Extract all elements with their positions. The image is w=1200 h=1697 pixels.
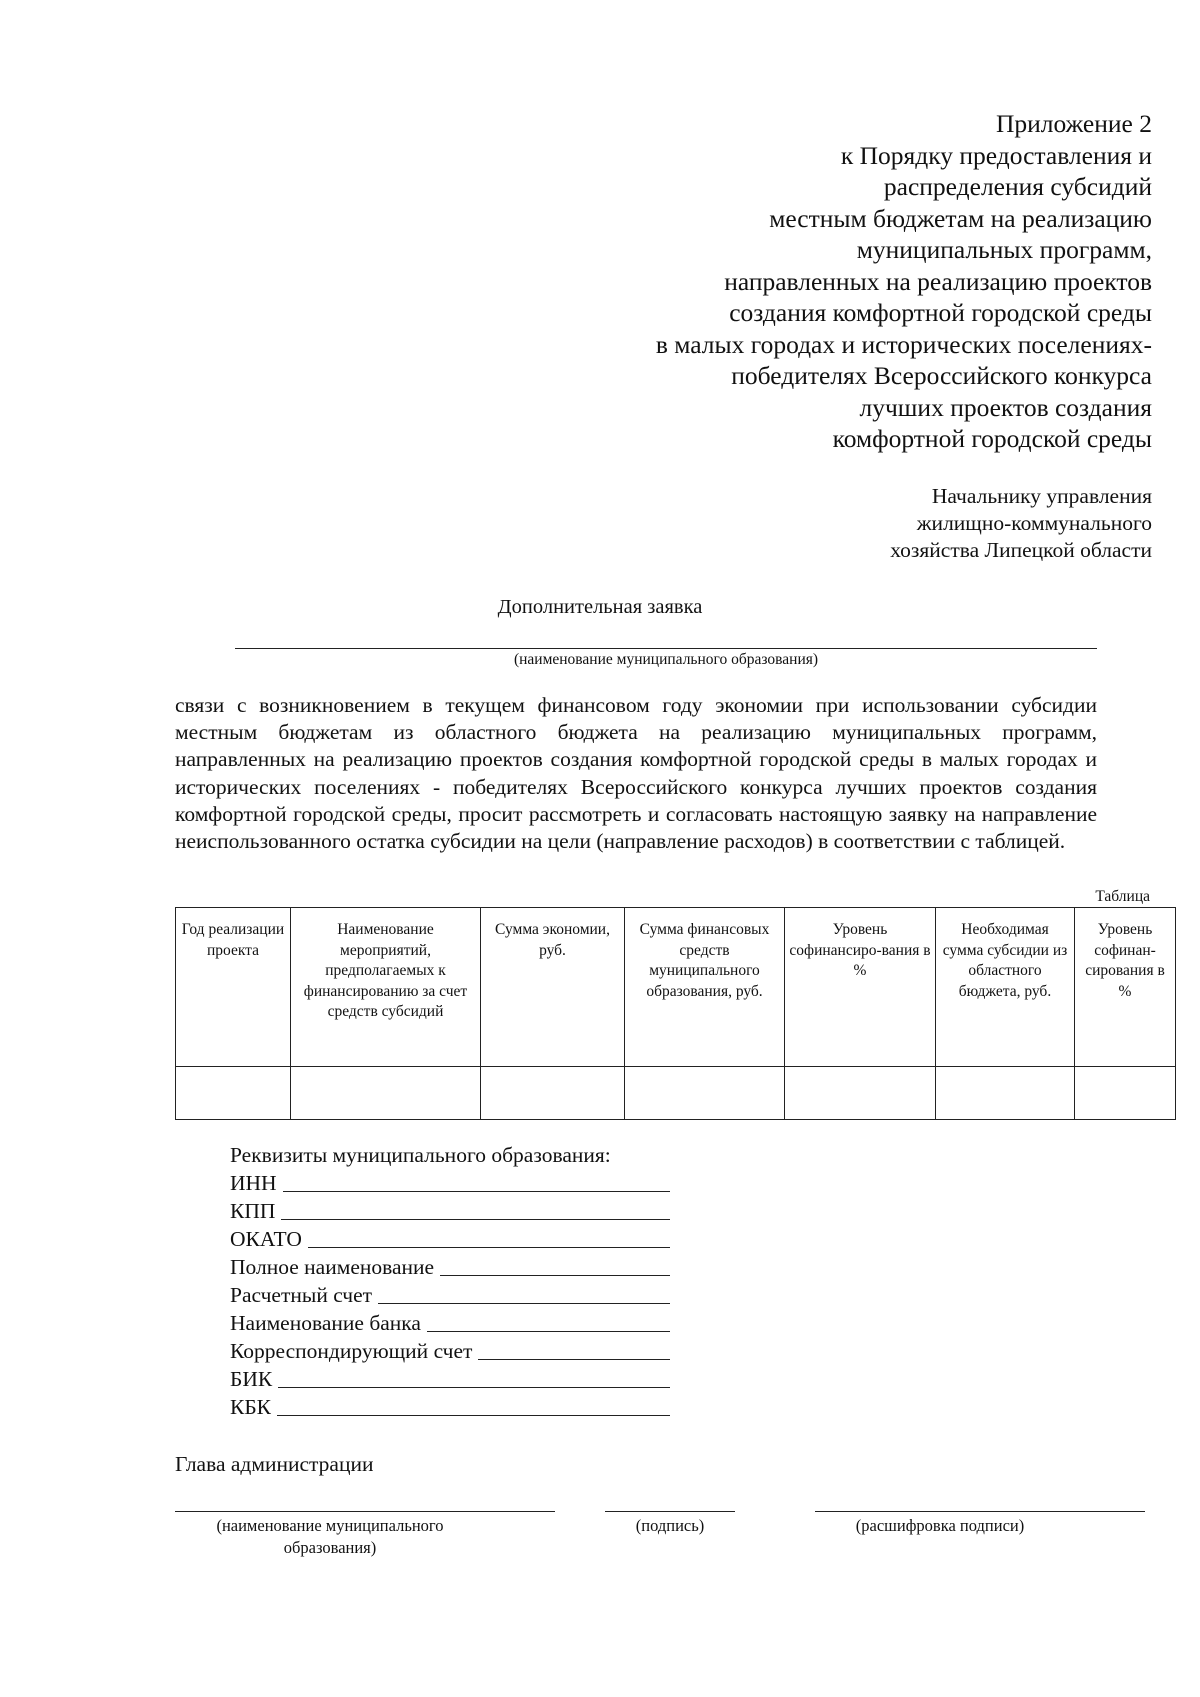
appendix-line: распределения субсидий (883, 172, 1152, 201)
appendix-line: местным бюджетам на реализацию (769, 203, 1152, 233)
appendix-line: создания комфортной городской среды (729, 298, 1152, 327)
appendix-line: в малых городах и исторических поселениях- (655, 329, 1152, 359)
requisite-label: Корреспондирующий счет (230, 1339, 473, 1363)
requisite-account-field[interactable] (378, 1302, 670, 1304)
appendix-header (452, 108, 1152, 455)
requisite-okato (230, 1225, 670, 1253)
signature-decoding-caption: (расшифровка подписи) (855, 1516, 1025, 1535)
requisite-corr-account-field[interactable] (478, 1358, 670, 1360)
requisite-kpp-field[interactable] (281, 1218, 670, 1220)
requisite-kbk-field[interactable] (277, 1414, 670, 1416)
appendix-line: направленных на реализацию проектов (724, 266, 1152, 296)
col-savings-header: Сумма экономии, руб. (481, 908, 625, 1067)
appendix-line: к Порядку предоставления и (840, 140, 1152, 170)
addressee-line: хозяйства Липецкой области (890, 538, 1152, 562)
addressee-line: жилищно-коммунального (916, 511, 1152, 535)
addressee-line: Начальнику управления (931, 484, 1152, 508)
requisite-account (230, 1281, 670, 1309)
requisite-label: КБК (230, 1395, 272, 1419)
requisite-label: ОКАТО (230, 1227, 302, 1251)
signature-decoding-line[interactable] (815, 1511, 1145, 1512)
requisite-inn (230, 1169, 670, 1197)
requisite-label: КПП (230, 1199, 276, 1223)
col-municipal-funds-header: Сумма финансовых средств муниципального образования, руб. (625, 908, 785, 1067)
signature-line[interactable] (605, 1511, 735, 1512)
municipality-signature-line[interactable] (175, 1511, 555, 1512)
table-cell[interactable] (1075, 1067, 1176, 1120)
table-cell[interactable] (625, 1067, 785, 1120)
request-body-text: связи с возникновением в текущем финансовом году экономии при использовании субсидии местным бюджетам из областного бюджета на реализацию муниципальных программ, направленных на реализацию проектов создания комфортной городской среды в малых городах и исторических поселениях - победителях Всероссийского конкурса лучших проектов создания комфортной городской среды, просит рассмотреть и согласовать настоящую заявку на направление неиспользованного остатка субсидии на цели (направление расходов) в соответствии с таблицей. (175, 693, 1097, 854)
municipality-name-caption: (наименование муниципального образования) (513, 651, 819, 668)
requisite-label: БИК (230, 1367, 273, 1391)
requisite-okato-field[interactable] (308, 1246, 670, 1248)
col-cofinancing-level-2-header: Уровень софинан-сирования в % (1075, 908, 1176, 1067)
table-label: Таблица (1095, 888, 1150, 905)
requisites-title: Реквизиты муниципального образования: (230, 1143, 611, 1167)
requisite-bank-name-field[interactable] (427, 1330, 670, 1332)
table-cell[interactable] (936, 1067, 1075, 1120)
requisite-kbk (230, 1393, 670, 1421)
signature-caption: (подпись) (635, 1516, 705, 1535)
appendix-line: лучших проектов создания (859, 392, 1152, 422)
table-cell[interactable] (481, 1067, 625, 1120)
table-cell[interactable] (176, 1067, 291, 1120)
requisite-label: Наименование банка (230, 1311, 421, 1335)
requisite-corr-account (230, 1337, 670, 1365)
table-cell[interactable] (785, 1067, 936, 1120)
col-required-subsidy-header: Необходимая сумма субсидии из областного бюджета, руб. (936, 908, 1075, 1067)
appendix-line: комфортной городской среды (832, 424, 1152, 453)
requisite-inn-field[interactable] (283, 1190, 670, 1192)
requisite-label: Полное наименование (230, 1255, 435, 1279)
requisites-block (230, 1141, 670, 1421)
requisite-full-name (230, 1253, 670, 1281)
requisite-bik (230, 1365, 670, 1393)
requisite-label: Расчетный счет (230, 1283, 373, 1307)
requisite-bank-name (230, 1309, 670, 1337)
request-table (175, 907, 1176, 1120)
col-year-header: Год реализации проекта (176, 908, 291, 1067)
appendix-line: Приложение 2 (996, 109, 1152, 138)
addressee (652, 483, 1152, 564)
table-header-row (176, 908, 1176, 1067)
appendix-line: муниципальных программ, (856, 235, 1152, 264)
requisite-label: ИНН (230, 1171, 277, 1195)
document-title: Дополнительная заявка (497, 596, 703, 618)
head-of-administration: Глава администрации (175, 1452, 374, 1476)
appendix-line: победителях Всероссийского конкурса (731, 361, 1152, 390)
col-events-header: Наименование мероприятий, предполагаемых к финансированию за счет средств субсидий (291, 908, 481, 1067)
col-cofinancing-level-header: Уровень софинансиро-вания в % (785, 908, 936, 1067)
table-row (176, 1067, 1176, 1120)
requisite-kpp (230, 1197, 670, 1225)
requisite-full-name-field[interactable] (440, 1274, 670, 1276)
requisite-bik-field[interactable] (278, 1386, 670, 1388)
municipality-signature-caption: (наименование муниципального образования) (216, 1516, 444, 1557)
table-cell[interactable] (291, 1067, 481, 1120)
municipality-name-line[interactable] (235, 648, 1097, 649)
